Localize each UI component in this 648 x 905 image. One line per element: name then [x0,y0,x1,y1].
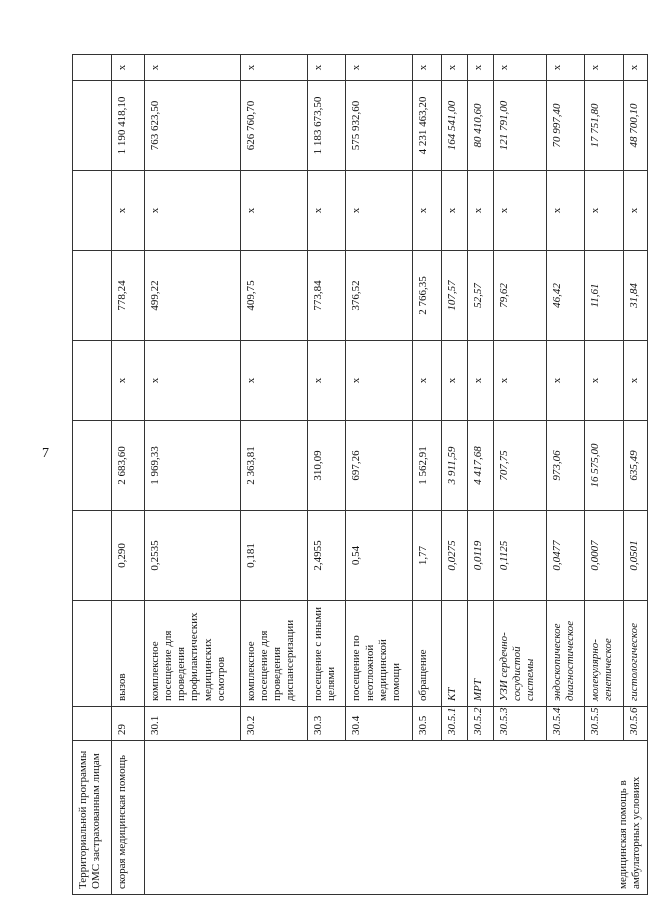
section-outpatient-cell: медицинская помощь в амбулаторных условиях [144,741,647,895]
row-col8-cell: 17 751,80 [585,81,623,171]
row-norm-cell: 0,2535 [144,511,240,601]
row-cost-cell: 4 417,68 [467,421,493,511]
row-col5-cell: х [413,341,441,421]
row-cost-cell: 16 575,00 [585,421,623,511]
row-col9-cell: х [585,55,623,81]
row-col8-cell: 48 700,10 [623,81,647,171]
row-norm-cell: 2,4955 [307,511,345,601]
row-unit-cell: УЗИ сердечно-сосудистой системы [493,601,546,707]
row-col6-cell: 773,84 [307,251,345,341]
row-col9-cell: х [112,55,145,81]
row-code-cell: 30.5.3 [493,707,546,741]
row-col5-cell: х [144,341,240,421]
row-col8-cell: 575 932,60 [346,81,413,171]
row-cost-cell: 1 562,91 [413,421,441,511]
row-unit-cell: эндоскопическое диагностическое [546,601,584,707]
row-col7-cell: х [346,171,413,251]
row-cost-cell: 707,75 [493,421,546,511]
empty-cell [73,511,112,601]
table-row [144,55,240,895]
row-col5-cell: х [546,341,584,421]
row-code-cell: 29 [112,707,145,741]
row-cost-cell: 635,49 [623,421,647,511]
row-col9-cell: х [307,55,345,81]
row-col6-cell: 409,75 [240,251,307,341]
program-table [72,54,648,895]
row-col8-cell: 626 760,70 [240,81,307,171]
row-col8-cell: 763 623,50 [144,81,240,171]
row-code-cell: 30.5.1 [441,707,467,741]
row-unit-cell: гистологическое [623,601,647,707]
row-cost-cell: 310,09 [307,421,345,511]
row-col5-cell: х [623,341,647,421]
row-col6-cell: 2 766,35 [413,251,441,341]
row-col6-cell: 79,62 [493,251,546,341]
row-norm-cell: 0,181 [240,511,307,601]
row-col8-cell: 80 410,60 [467,81,493,171]
row-col6-cell: 376,52 [346,251,413,341]
row-unit-cell: комплексное посещение для проведения диспансеризации [240,601,307,707]
row-col7-cell: х [144,171,240,251]
row-col8-cell: 164 541,00 [441,81,467,171]
row-col7-cell: х [240,171,307,251]
row-col6-cell: 46,42 [546,251,584,341]
empty-cell [73,81,112,171]
row-col6-cell: 499,22 [144,251,240,341]
row-col5-cell: х [467,341,493,421]
row-col9-cell: х [240,55,307,81]
row-code-cell: 30.1 [144,707,240,741]
row-col7-cell: х [307,171,345,251]
empty-cell [73,341,112,421]
row-code-cell: 30.5.5 [585,707,623,741]
row-norm-cell: 0,0501 [623,511,647,601]
row-col7-cell: х [112,171,145,251]
row-col5-cell: х [493,341,546,421]
row-col7-cell: х [623,171,647,251]
empty-cell [73,601,112,707]
row-cost-cell: 3 911,59 [441,421,467,511]
row-unit-cell: обращение [413,601,441,707]
row-col9-cell: х [441,55,467,81]
row-unit-cell: молекулярно-генетическое [585,601,623,707]
row-col5-cell: х [441,341,467,421]
row-col9-cell: х [346,55,413,81]
row-code-cell: 30.5.4 [546,707,584,741]
row-col5-cell: х [346,341,413,421]
row-unit-cell: вызов [112,601,145,707]
row-code-cell: 30.5.2 [467,707,493,741]
row-col5-cell: х [240,341,307,421]
row-cost-cell: 2 363,81 [240,421,307,511]
row-col7-cell: х [493,171,546,251]
row-col6-cell: 11,61 [585,251,623,341]
row-col7-cell: х [585,171,623,251]
row-col8-cell: 121 791,00 [493,81,546,171]
row-col8-cell: 4 231 463,20 [413,81,441,171]
empty-cell [73,171,112,251]
row-cost-cell: 973,06 [546,421,584,511]
row-unit-cell: посещение с иными целями [307,601,345,707]
row-col8-cell: 1 190 418,10 [112,81,145,171]
row-unit-cell: комплексное посещение для проведения профилактических медицинских осмотров [144,601,240,707]
page-number: 7 [42,446,49,461]
rotated-table-container [72,55,648,895]
row-col7-cell: х [441,171,467,251]
row-norm-cell: 0,0007 [585,511,623,601]
row-norm-cell: 0,1125 [493,511,546,601]
row-col9-cell: х [413,55,441,81]
row-norm-cell: 1,77 [413,511,441,601]
row-norm-cell: 0,54 [346,511,413,601]
row-norm-cell: 0,0119 [467,511,493,601]
row-col7-cell: х [413,171,441,251]
section-ambulance-cell: скорая медицинская помощь [112,741,145,895]
row-col8-cell: 70 997,40 [546,81,584,171]
row-col6-cell: 52,57 [467,251,493,341]
empty-cell [73,55,112,81]
row-col6-cell: 778,24 [112,251,145,341]
row-col7-cell: х [467,171,493,251]
row-code-cell: 30.4 [346,707,413,741]
row-col9-cell: х [493,55,546,81]
header-label-cell: Территориальной программы ОМС застрахованным лицам [73,741,112,895]
row-norm-cell: 0,0275 [441,511,467,601]
row-col6-cell: 31,84 [623,251,647,341]
row-unit-cell: МРТ [467,601,493,707]
row-norm-cell: 0,290 [112,511,145,601]
table-body [73,55,648,895]
row-col5-cell: х [112,341,145,421]
header-row [73,55,112,895]
empty-cell [73,707,112,741]
row-col8-cell: 1 183 673,50 [307,81,345,171]
row-cost-cell: 1 969,33 [144,421,240,511]
row-col5-cell: х [585,341,623,421]
table-row [112,55,145,895]
empty-cell [73,251,112,341]
row-col9-cell: х [144,55,240,81]
row-unit-cell: КТ [441,601,467,707]
row-code-cell: 30.2 [240,707,307,741]
empty-cell [73,421,112,511]
row-col9-cell: х [623,55,647,81]
row-code-cell: 30.5.6 [623,707,647,741]
row-col9-cell: х [467,55,493,81]
row-cost-cell: 697,26 [346,421,413,511]
row-col9-cell: х [546,55,584,81]
row-code-cell: 30.3 [307,707,345,741]
row-code-cell: 30.5 [413,707,441,741]
row-cost-cell: 2 683,60 [112,421,145,511]
row-col6-cell: 107,57 [441,251,467,341]
row-col7-cell: х [546,171,584,251]
row-col5-cell: х [307,341,345,421]
row-unit-cell: посещение по неотложной медицинской помощи [346,601,413,707]
row-norm-cell: 0,0477 [546,511,584,601]
